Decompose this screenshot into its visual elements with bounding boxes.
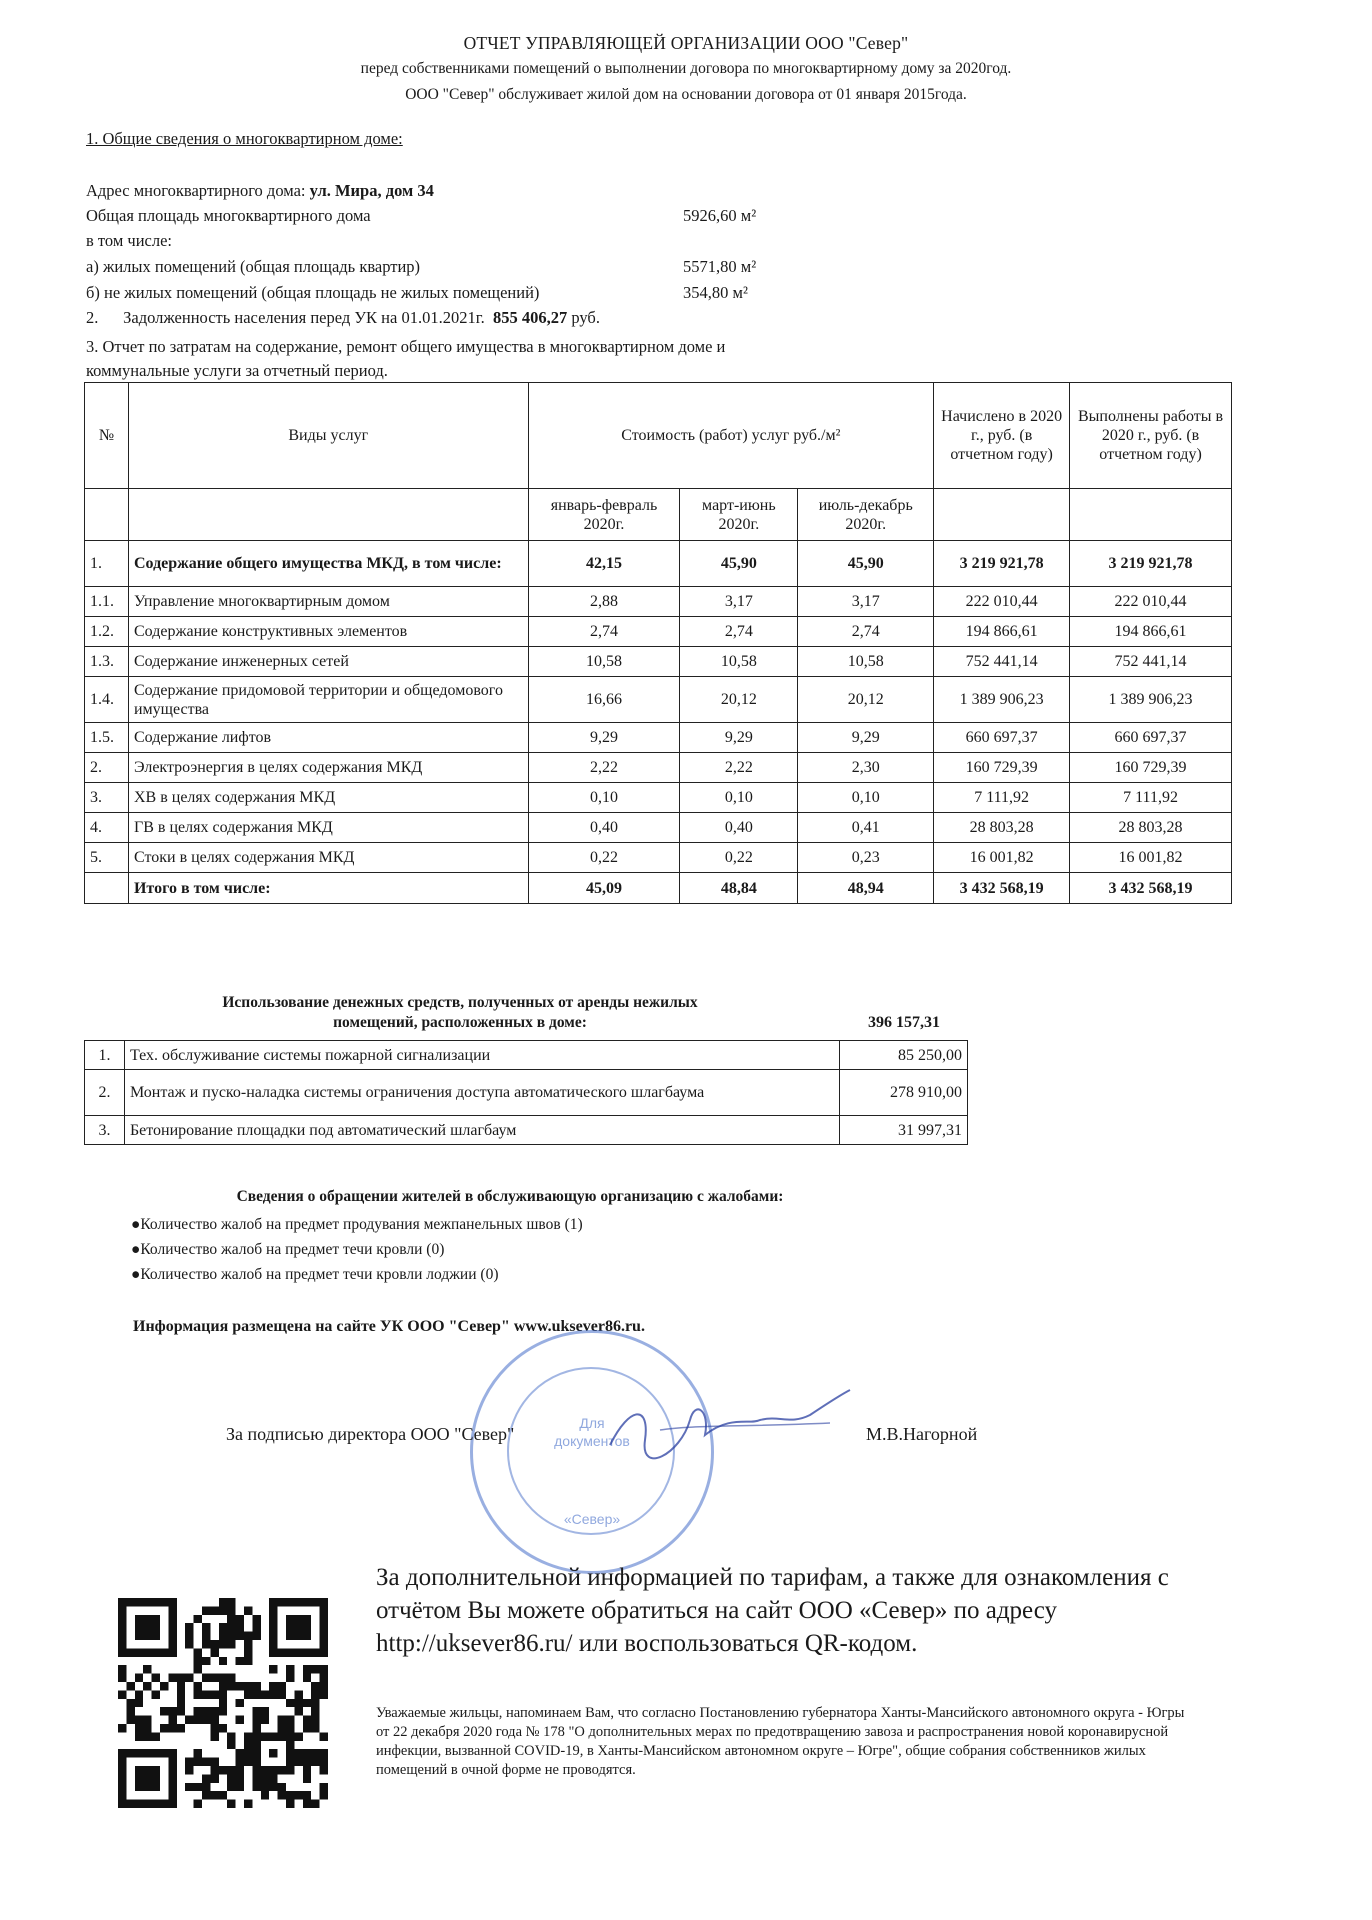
- row-done: 7 111,92: [1070, 783, 1232, 813]
- report-subtitle: перед собственниками помещений о выполнении договора по многоквартирному дому за 2020год.: [360, 60, 1012, 77]
- row-cost-period-3: 9,29: [798, 723, 934, 753]
- row-done: 752 441,14: [1070, 647, 1232, 677]
- row-cost-period-3: 0,23: [798, 843, 934, 873]
- row-cost-period-1: 0,10: [528, 783, 680, 813]
- row-service-name: Содержание общего имущества МКД, в том числе:: [128, 541, 528, 587]
- living-area-value: 5571,80 м²: [683, 257, 757, 276]
- row-num: 1.4.: [85, 677, 129, 723]
- rent-row-name: Бетонирование площадки под автоматический шлагбаум: [124, 1116, 839, 1145]
- address-label: Адрес многоквартирного дома:: [86, 181, 310, 200]
- debt-line: [86, 307, 600, 328]
- address-line: [86, 180, 434, 201]
- row-cost-period-2: 10,58: [680, 647, 798, 677]
- row-cost-period-3: 45,90: [798, 541, 934, 587]
- row-num: 1.1.: [85, 587, 129, 617]
- report-title: ОТЧЕТ УПРАВЛЯЮЩЕЙ ОРГАНИЗАЦИИ ООО "Север": [463, 33, 909, 53]
- table-period-row: [85, 489, 1232, 541]
- rent-row-name: Монтаж и пуско-наладка системы ограничения доступа автоматического шлагбаума: [124, 1070, 839, 1116]
- site-info: Информация размещена на сайте УК ООО "Север" www.uksever86.ru.: [133, 1318, 645, 1335]
- col-accrued-header: Начислено в 2020 г., руб. (в отчетном году): [934, 383, 1070, 489]
- row-cost-period-1: 16,66: [528, 677, 680, 723]
- total-label: Итого в том числе:: [128, 873, 528, 904]
- row-service-name: Содержание инженерных сетей: [128, 647, 528, 677]
- table-row: [85, 677, 1232, 723]
- period-2: март-июнь 2020г.: [680, 489, 798, 541]
- row-service-name: ХВ в целях содержания МКД: [128, 783, 528, 813]
- row-accrued: 222 010,44: [934, 587, 1070, 617]
- total-v3: 48,94: [798, 873, 934, 904]
- table-row: [85, 813, 1232, 843]
- rent-row-num: 3.: [85, 1116, 125, 1145]
- rent-title-line-1: Использование денежных средств, полученных от аренды нежилых: [222, 994, 698, 1011]
- row-cost-period-1: 0,22: [528, 843, 680, 873]
- stamp-text-top: Для: [579, 1415, 605, 1431]
- row-cost-period-2: 2,22: [680, 753, 798, 783]
- handwritten-signature: [600, 1385, 860, 1465]
- row-accrued: 28 803,28: [934, 813, 1070, 843]
- rent-row-value: 85 250,00: [840, 1041, 968, 1070]
- rent-title: [150, 993, 770, 1033]
- director-name: М.В.Нагорной: [866, 1424, 978, 1444]
- row-accrued: 7 111,92: [934, 783, 1070, 813]
- row-num: 1.2.: [85, 617, 129, 647]
- col-done-header: Выполнены работы в 2020 г., руб. (в отчетном году): [1070, 383, 1232, 489]
- row-done: 28 803,28: [1070, 813, 1232, 843]
- report-line-2: коммунальные услуги за отчетный период.: [86, 361, 388, 380]
- rent-row: [85, 1116, 968, 1145]
- row-accrued: 16 001,82: [934, 843, 1070, 873]
- empty-cell: [85, 489, 129, 541]
- row-cost-period-1: 2,22: [528, 753, 680, 783]
- row-accrued: 1 389 906,23: [934, 677, 1070, 723]
- debt-value: 855 406,27: [492, 308, 568, 327]
- row-cost-period-1: 10,58: [528, 647, 680, 677]
- empty-cell: [85, 873, 129, 904]
- total-done: 3 432 568,19: [1070, 873, 1232, 904]
- table-row: [85, 617, 1232, 647]
- row-cost-period-2: 2,74: [680, 617, 798, 647]
- period-1: январь-февраль 2020г.: [528, 489, 680, 541]
- row-cost-period-2: 45,90: [680, 541, 798, 587]
- total-v2: 48,84: [680, 873, 798, 904]
- row-done: 1 389 906,23: [1070, 677, 1232, 723]
- rent-table: [84, 1040, 968, 1145]
- table-row: [85, 843, 1232, 873]
- row-num: 2.: [85, 753, 129, 783]
- rent-row-num: 2.: [85, 1070, 125, 1116]
- row-service-name: Управление многоквартирным домом: [128, 587, 528, 617]
- table-row: [85, 753, 1232, 783]
- complaint-item: ●Количество жалоб на предмет течи кровли (0): [131, 1241, 445, 1258]
- row-cost-period-3: 10,58: [798, 647, 934, 677]
- row-cost-period-1: 42,15: [528, 541, 680, 587]
- rent-total: 396 157,31: [868, 1014, 940, 1031]
- services-table: [84, 382, 1232, 904]
- row-service-name: ГВ в целях содержания МКД: [128, 813, 528, 843]
- rent-row-value: 31 997,31: [840, 1116, 968, 1145]
- row-cost-period-3: 0,41: [798, 813, 934, 843]
- total-v1: 45,09: [528, 873, 680, 904]
- row-done: 16 001,82: [1070, 843, 1232, 873]
- row-cost-period-1: 2,74: [528, 617, 680, 647]
- row-done: 160 729,39: [1070, 753, 1232, 783]
- row-accrued: 752 441,14: [934, 647, 1070, 677]
- general-heading: 1. Общие сведения о многоквартирном доме:: [86, 129, 403, 148]
- row-accrued: 194 866,61: [934, 617, 1070, 647]
- nonliving-area-label: б) не жилых помещений (общая площадь не жилых помещений): [86, 283, 540, 302]
- row-service-name: Стоки в целях содержания МКД: [128, 843, 528, 873]
- debt-label: Задолженность населения перед УК на 01.01.2021г.: [123, 308, 485, 327]
- nonliving-area-value: 354,80 м²: [683, 283, 748, 302]
- row-cost-period-2: 20,12: [680, 677, 798, 723]
- table-row: [85, 783, 1232, 813]
- table-row: [85, 723, 1232, 753]
- row-service-name: Содержание конструктивных элементов: [128, 617, 528, 647]
- total-area-value: 5926,60 м²: [683, 206, 757, 225]
- rent-row-name: Тех. обслуживание системы пожарной сигнализации: [124, 1041, 839, 1070]
- row-cost-period-1: 2,88: [528, 587, 680, 617]
- report-line-1: 3. Отчет по затратам на содержание, ремонт общего имущества в многоквартирном доме и: [86, 337, 726, 356]
- row-cost-period-3: 3,17: [798, 587, 934, 617]
- signature-label: За подписью директора ООО "Север": [226, 1424, 515, 1444]
- row-cost-period-3: 2,30: [798, 753, 934, 783]
- complaint-item: ●Количество жалоб на предмет продувания межпанельных швов (1): [131, 1216, 583, 1233]
- row-accrued: 3 219 921,78: [934, 541, 1070, 587]
- debt-unit: руб.: [571, 308, 600, 327]
- empty-cell: [128, 489, 528, 541]
- table-row: [85, 587, 1232, 617]
- row-cost-period-2: 3,17: [680, 587, 798, 617]
- table-row: [85, 541, 1232, 587]
- row-cost-period-2: 0,10: [680, 783, 798, 813]
- row-done: 194 866,61: [1070, 617, 1232, 647]
- living-area-label: а) жилых помещений (общая площадь квартир): [86, 257, 421, 276]
- debt-num: 2.: [86, 308, 99, 327]
- rent-row-num: 1.: [85, 1041, 125, 1070]
- col-cost-header: Стоимость (работ) услуг руб./м²: [528, 383, 934, 489]
- row-cost-period-1: 9,29: [528, 723, 680, 753]
- contract-line: ООО "Север" обслуживает жилой дом на основании договора от 01 января 2015года.: [405, 86, 967, 103]
- stamp-text-mid: документов: [554, 1433, 630, 1449]
- row-done: 3 219 921,78: [1070, 541, 1232, 587]
- complaints-list: [131, 1212, 583, 1287]
- row-cost-period-3: 2,74: [798, 617, 934, 647]
- row-cost-period-3: 20,12: [798, 677, 934, 723]
- row-service-name: Электроэнергия в целях содержания МКД: [128, 753, 528, 783]
- rent-title-line-2: помещений, расположенных в доме:: [333, 1014, 587, 1031]
- row-num: 1.3.: [85, 647, 129, 677]
- row-accrued: 660 697,37: [934, 723, 1070, 753]
- row-num: 1.: [85, 541, 129, 587]
- row-accrued: 160 729,39: [934, 753, 1070, 783]
- row-service-name: Содержание лифтов: [128, 723, 528, 753]
- footer-info-text: За дополнительной информацией по тарифам, а также для ознакомления с отчётом Вы можете обратиться на сайт ООО «Север» по адресу http://uksever86.ru/ или воспользоваться QR-кодом.: [376, 1564, 1169, 1657]
- complaint-item: ●Количество жалоб на предмет течи кровли лоджии (0): [131, 1266, 499, 1283]
- complaints-title: Сведения о обращении жителей в обслуживающую организацию с жалобами:: [236, 1188, 784, 1205]
- table-header-row: [85, 383, 1232, 489]
- row-cost-period-2: 0,40: [680, 813, 798, 843]
- covid-note: Уважаемые жильцы, напоминаем Вам, что согласно Постановлению губернатора Ханты-Мансийского автономного округа - Югры от 22 декабря 2020 года № 178 "О дополнительных мерах по предотвращению завоза и распространения новой коронавирусной инфекции, вызванной COVID-19, в Ханты-Мансийском автономном округе – Югре", общие собрания собственников жилых помещений в очной форме не проводятся.: [376, 1705, 1185, 1778]
- rent-row-value: 278 910,00: [840, 1070, 968, 1116]
- total-accrued: 3 432 568,19: [934, 873, 1070, 904]
- col-num-header: №: [85, 383, 129, 489]
- row-done: 222 010,44: [1070, 587, 1232, 617]
- col-service-header: Виды услуг: [128, 383, 528, 489]
- qr-code-icon[interactable]: [118, 1598, 328, 1808]
- empty-cell: [934, 489, 1070, 541]
- rent-row: [85, 1041, 968, 1070]
- empty-cell: [1070, 489, 1232, 541]
- row-cost-period-2: 9,29: [680, 723, 798, 753]
- row-done: 660 697,37: [1070, 723, 1232, 753]
- row-service-name: Содержание придомовой территории и общедомового имущества: [128, 677, 528, 723]
- row-cost-period-3: 0,10: [798, 783, 934, 813]
- stamp-text-bottom: «Север»: [563, 1511, 621, 1527]
- row-num: 4.: [85, 813, 129, 843]
- total-area-label: Общая площадь многоквартирного дома: [86, 206, 371, 225]
- row-cost-period-1: 0,40: [528, 813, 680, 843]
- including-label: в том числе:: [86, 231, 173, 250]
- table-row: [85, 647, 1232, 677]
- row-num: 5.: [85, 843, 129, 873]
- table-total-row: [85, 873, 1232, 904]
- rent-row: [85, 1070, 968, 1116]
- row-num: 3.: [85, 783, 129, 813]
- address-value: ул. Мира, дом 34: [309, 181, 434, 200]
- period-3: июль-декабрь 2020г.: [798, 489, 934, 541]
- row-cost-period-2: 0,22: [680, 843, 798, 873]
- row-num: 1.5.: [85, 723, 129, 753]
